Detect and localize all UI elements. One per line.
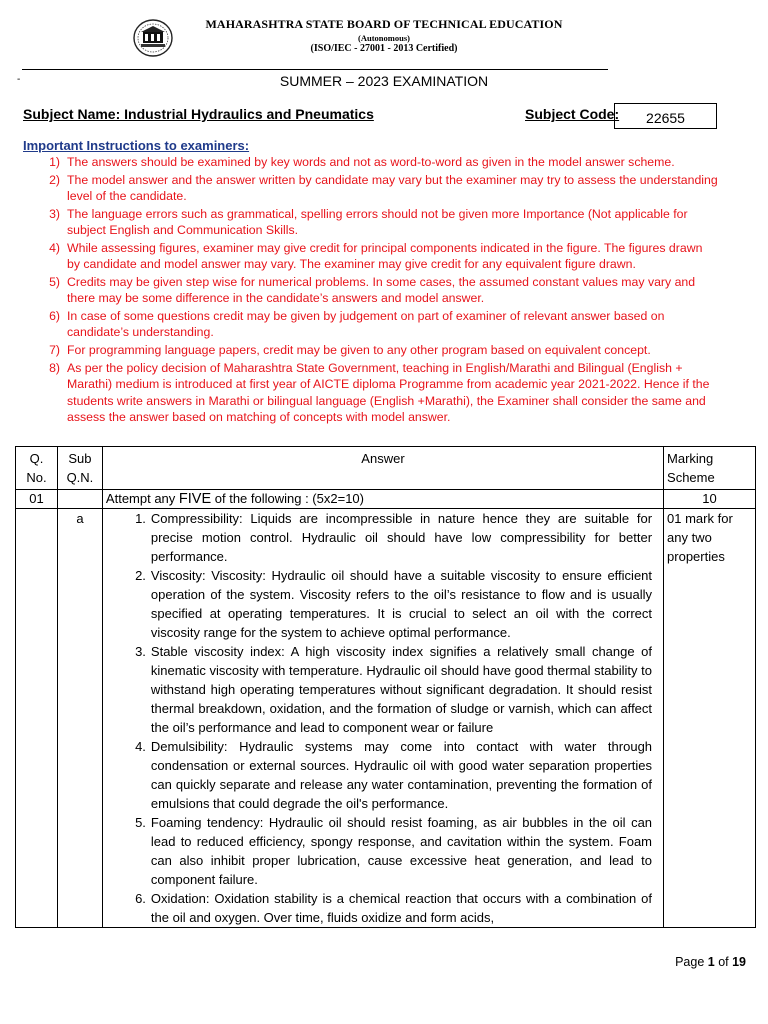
attempt-text-post: of the following : (5x2=10): [211, 491, 364, 506]
instruction-number: 5): [49, 275, 60, 290]
answer-text: Stable viscosity index: A high viscosity index signifies a relatively small change of kinematic viscosity with temperature. Hydraulic oil should have good thermal stability to withstand high operating temperatures without significant degradation. It should resist thermal breakdown, oxidation, and the formation of sludge or varnish, which can affect the oil’s performance and lead to component wear or failure: [150, 644, 653, 735]
answer-number: 3.: [135, 644, 146, 659]
table-row: [16, 490, 756, 509]
instructions-heading: Important Instructions to examiners:: [23, 138, 250, 153]
instruction-text: The language errors such as grammatical, spelling errors should not be given more Importance (Not applicable for subject English and Communication Skills.: [67, 206, 688, 238]
instruction-item: [23, 308, 718, 341]
marking-scheme-cell: [664, 509, 756, 928]
instruction-item: [23, 360, 718, 425]
instruction-text: In case of some questions credit may be given by judgement on part of examiner of relevant answer based on candidate’s understanding.: [67, 309, 665, 340]
header-sub-qn: Sub Q.N.: [57, 447, 102, 490]
instruction-text: Credits may be given step wise for numerical problems. In some cases, the assumed constant values may vary and there may be some difference in the candidate’s answers and model answer.: [67, 275, 696, 306]
instruction-number: 1): [49, 155, 60, 169]
answer-number: 5.: [135, 815, 146, 830]
header-answer: Answer: [102, 447, 663, 490]
sub-question-empty: [57, 490, 102, 509]
page-total: 19: [732, 955, 746, 969]
sub-question-label: a: [57, 509, 102, 928]
subject-code-label: Subject Code:: [525, 106, 620, 122]
page-of: of: [714, 955, 733, 969]
answer-list: [103, 509, 663, 927]
table-header-row: [16, 447, 756, 490]
instruction-number: 6): [49, 309, 60, 324]
instruction-text: For programming language papers, credit may be given to any other program based on equivalent concept.: [67, 343, 651, 358]
instruction-item: [23, 274, 718, 307]
answer-text: Demulsibility: Hydraulic systems may come into contact with water through condensation or external sources. Hydraulic oil with good water separation properties can quickly separate and release any water contamination, preventing the formation of emulsions that could degrade the oil's performance.: [150, 739, 653, 811]
instruction-number: 2): [49, 172, 60, 187]
answer-number: 2.: [135, 568, 146, 583]
page-word: Page: [675, 955, 708, 969]
page-footer: [675, 955, 746, 969]
answer-text: Foaming tendency: Hydraulic oil should resist foaming, as air bubbles in the oil can lead to reduced efficiency, spongy response, and cavitation within the system. Foam can also inhibit proper lubrication, cause excessive heat generation, and lead to component failure.: [150, 815, 653, 887]
instruction-text: As per the policy decision of Maharashtra State Government, teaching in English/Marathi and Bilingual (English + Marathi) medium is introduced at first year of AICTE diploma Programme from academic year 2021-2022. Hence if the students write answers in Marathi or bilingual language (English +Marathi), the Examiner shall consider the same and assess the answer based on matching of concepts with model answer.: [67, 361, 710, 424]
document-header: [0, 12, 768, 62]
instruction-number: 4): [49, 240, 60, 255]
instruction-number: 3): [49, 206, 60, 221]
answer-number: 4.: [135, 739, 146, 754]
instruction-text: The answers should be examined by key words and not as word-to-word as given in the model answer scheme.: [67, 155, 675, 169]
instruction-number: 8): [49, 361, 60, 376]
marking-scheme-text: 01 mark for any two properties: [667, 511, 733, 564]
instructions-list: [23, 154, 718, 427]
board-name: MAHARASHTRA STATE BOARD OF TECHNICAL EDUCATION: [205, 17, 563, 31]
list-item: [103, 642, 652, 737]
exam-title: SUMMER – 2023 EXAMINATION: [279, 73, 489, 89]
answer-number: 6.: [135, 891, 146, 906]
attempt-instruction: [102, 490, 663, 509]
list-item: [103, 566, 652, 642]
subject-code-value: 22655: [614, 103, 717, 129]
board-iso-certification: (ISO/IEC - 27001 - 2013 Certified): [310, 43, 458, 54]
margin-dash: -: [17, 74, 21, 85]
attempt-marks: 10: [664, 490, 756, 509]
question-number-empty: [16, 509, 58, 928]
instruction-text: While assessing figures, examiner may give credit for principal components indicated in the figure. The figures drawn by candidate and model answer may vary. The examiner may give credit for any equivalent figure drawn.: [67, 240, 703, 272]
board-autonomous: (Autonomous): [358, 33, 410, 43]
instruction-item: [23, 206, 718, 239]
instruction-item: [23, 172, 718, 205]
instruction-item: [23, 154, 718, 170]
list-item: [103, 889, 652, 927]
answer-number: 1.: [135, 511, 146, 526]
list-item: [103, 509, 652, 566]
instruction-item: [23, 342, 718, 358]
answer-table: [15, 446, 756, 928]
header-q-no: Q. No.: [16, 447, 58, 490]
attempt-text-five: FIVE: [178, 491, 212, 507]
header-divider: [22, 69, 608, 70]
answer-text: Viscosity: Viscosity: Hydraulic oil should have a suitable viscosity to ensure efficient operation of the system. Viscosity refers to the oil’s resistance to flow and is usually specified at operating temperatures. It is crucial to select an oil with the correct viscosity range for the system to achieve optimal performance.: [150, 568, 653, 640]
table-row: [16, 509, 756, 928]
page-number: 1: [707, 955, 715, 969]
answer-cell: [102, 509, 663, 928]
subject-name: Subject Name: Industrial Hydraulics and Pneumatics: [23, 106, 374, 122]
answer-text: Compressibility: Liquids are incompressible in nature hence they are suitable for precise motion control. Hydraulic oil should have low compressibility for better performance.: [150, 511, 653, 564]
instruction-text: The model answer and the answer written by candidate may vary but the examiner may try to assess the understanding level of the candidate.: [67, 172, 718, 204]
attempt-text-pre: Attempt any: [105, 491, 179, 506]
instruction-item: [23, 240, 718, 273]
question-number: 01: [16, 490, 58, 509]
instruction-number: 7): [49, 343, 60, 358]
list-item: [103, 737, 652, 813]
list-item: [103, 813, 652, 889]
answer-text: Oxidation: Oxidation stability is a chemical reaction that occurs with a combination of the oil and oxygen. Over time, fluids oxidize and form acids,: [150, 891, 653, 925]
header-marking-scheme: Marking Scheme: [664, 447, 756, 490]
